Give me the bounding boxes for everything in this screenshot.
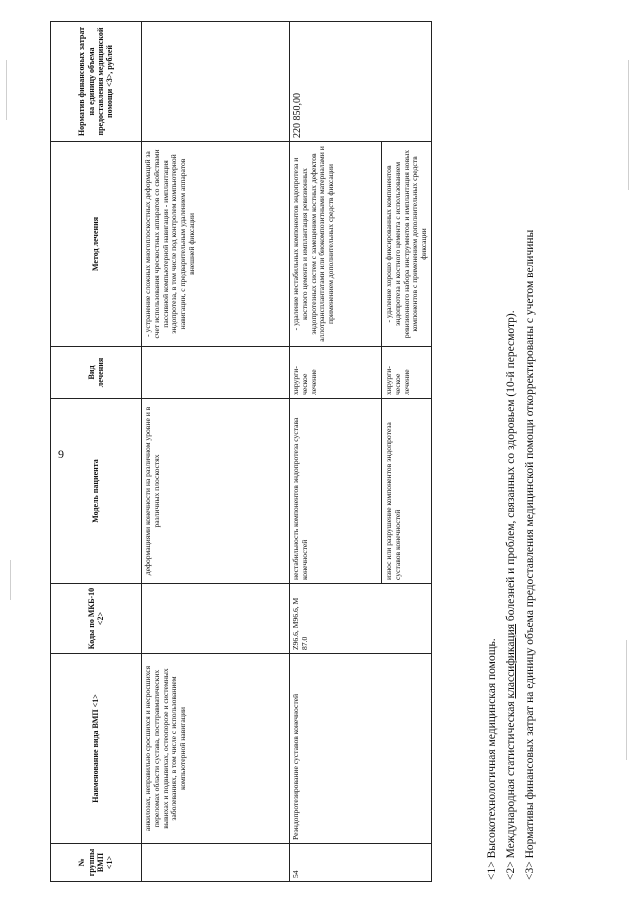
- sub-treatment-type-2: хирурги- ческое лечение: [384, 366, 411, 395]
- cell-patient-model: деформациями конечности на различном уровне и в различных плоскостях: [142, 399, 290, 584]
- header-patient-model: Модель пациента: [51, 399, 142, 584]
- cell-treatment-type: [142, 347, 290, 399]
- cell-vmp-name: Реэндопротезирование суставов конечностей: [290, 654, 432, 844]
- sub-treatment-type-1: хирурги- ческое лечение: [290, 347, 382, 398]
- header-treatment-type: Вид лечения: [51, 347, 142, 399]
- cell-treatment-method: [290, 142, 432, 347]
- cell-norm-cost: [142, 22, 290, 142]
- scan-mark: [10, 560, 11, 600]
- cell-norm-cost: 220 850,00: [290, 22, 432, 142]
- rotated-content: [50, 22, 590, 882]
- cell-vmp-name: анкилозах, неправильно сросшихся и несросшихся переломах области сустава, посттравматических вывихах и подвывихах, остеопорозе и системных заболеваниях, в том числе с использованием компьютерной навигации: [142, 654, 290, 844]
- header-treatment-method: Метод лечения: [51, 142, 142, 347]
- header-vmp-name: Наименование вида ВМП <1>: [51, 654, 142, 844]
- header-icd-codes: Коды по МКБ-10 <2>: [51, 584, 142, 654]
- footnote-3: <3> Нормативы финансовых затрат на единицу объема предоставления медицинской помощи откорректированы с учетом величины: [524, 229, 536, 880]
- footnote-2-link: классификация: [505, 623, 517, 699]
- scan-mark: [628, 60, 629, 190]
- footnote-1: <1> Высокотехнологичная медицинская помощь.: [486, 638, 498, 880]
- vmp-table: [50, 21, 432, 882]
- cell-icd-codes: [142, 584, 290, 654]
- page-number: 9: [58, 447, 64, 461]
- table-header-row: [51, 22, 142, 882]
- sub-patient-model-2: износ или разрушение компонентов эндопротеза суставов конечностей: [384, 422, 402, 580]
- cell-group-no: [142, 844, 290, 882]
- table-row: [290, 22, 432, 882]
- sub-treatment-method-1: - удаление нестабильных компонентов эндопротеза и костного цемента и имплантация ревизионных эндопротезных систем с замещением костных дефектов аллотрансплантатами или биокомпозитными материалами и применением дополнительных средств фиксации: [290, 142, 382, 346]
- cell-patient-model: [290, 399, 432, 584]
- header-group-no: № группы ВМП <1>: [51, 844, 142, 882]
- sub-treatment-method-2: - удаление хорошо фиксированных компонентов эндопротеза и костного цемента с использованием ревизионного набора инструментов и имплантация новых компонентов с применением дополнительных средств фиксации: [384, 149, 429, 339]
- table-row: [142, 22, 290, 882]
- header-norm-cost: Норматив финансовых затрат на единицу объема предоставления медицинской помощи <3>, рублей: [51, 22, 142, 142]
- scan-mark: [626, 640, 627, 760]
- sub-patient-model-1: нестабильность компонентов эндопротеза сустава конечностей: [290, 399, 382, 583]
- cell-treatment-method: - устранение сложных многоплоскостных деформаций за счет использования чрескостных аппаратов со свойствами пассивной компьютерной навигации - имплантация эндопротеза, в том числе под контролем компьютерной навигации, с предварительным удалением аппаратов внешней фиксации: [142, 142, 290, 347]
- footnote-2-pre: <2> Международная статистическая: [505, 698, 517, 880]
- footnote-2-post: болезней и проблем, связанных со здоровьем (10-й пересмотр).: [505, 310, 517, 624]
- cell-treatment-type: [290, 347, 432, 399]
- footnote-2: [505, 310, 517, 880]
- scan-mark: [6, 60, 7, 120]
- cell-icd-codes: Z96.6, M96.6, M 87.0: [290, 584, 432, 654]
- cell-group-no: 54: [290, 844, 432, 882]
